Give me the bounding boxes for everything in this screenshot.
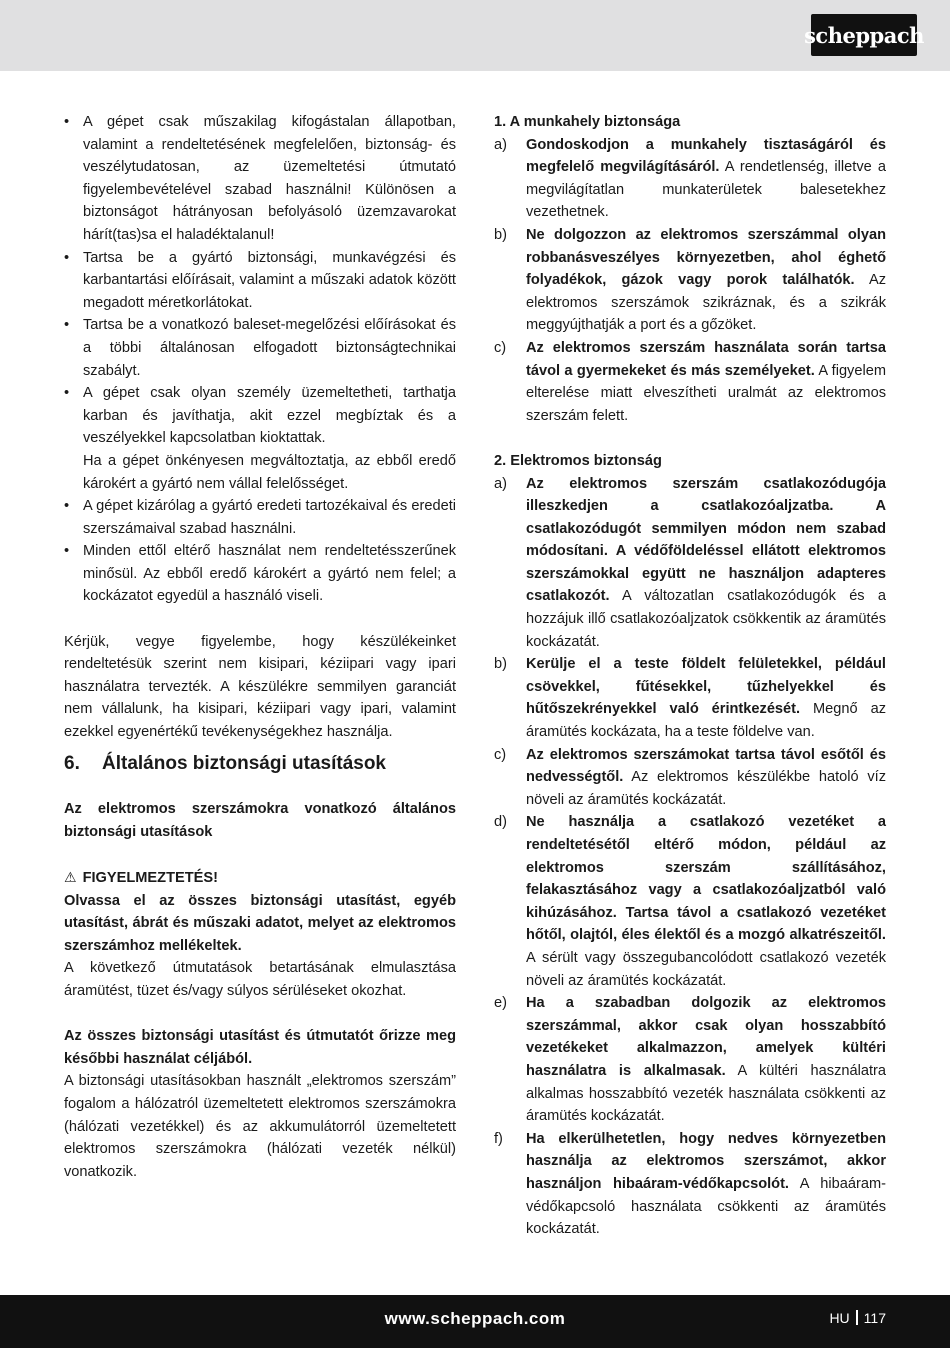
list-item: • Tartsa be a gyártó biztonsági, munkavégzési és karbantartási előírásait, valamint a műszaki adatok között megadott méretkorlátokat. xyxy=(64,249,456,311)
right-column xyxy=(494,111,886,1241)
keep-instructions-heading: Az összes biztonsági utasítást és útmutatót őrizze meg későbbi használat céljából. xyxy=(64,1028,456,1067)
warning-bold-text: Olvassa el az összes biztonsági utasítást, egyéb utasítást, ábrát és műszaki adatot, melyet az elektromos szerszámhoz mellékeltek. xyxy=(64,892,456,954)
list-item: • A gépet csak olyan személy üzemeltetheti, tarthatja karban és javíthatja, akit ezzel megbíztak és a veszélyekkel kapcsolatban kioktattak. Ha a gépet önkényesen megváltoztatja, az ebből eredő károkért a gyártó nem vállal felelősséget. xyxy=(64,385,456,492)
list-item: a) Gondoskodjon a munkahely tisztaságáról és megfelelő megvilágításáról. A rendetlenség, illetve a megvilágítatlan munkaterületek balesetekhez vezethetnek. xyxy=(494,136,886,221)
list-item-extra: Ha a gépet önkényesen megváltoztatja, az ebből eredő károkért a gyártó nem vállal felelősséget. xyxy=(83,452,456,492)
list-item: a) Az elektromos szerszám csatlakozódugója illeszkedjen a csatlakozóaljzatba. A csatlakozódugót semmilyen módon nem szabad módosítani. A védőföldeléssel ellátott elektromos szerszámokkal együtt ne használjon adapteres csatlakozót. A változatlan csatlakozódugók és a hozzájuk illő csatlakozóaljzatok csökkentik az áramütés kockázatát. xyxy=(494,475,886,650)
page-separator xyxy=(856,1310,858,1325)
notice-paragraph: Kérjük, vegye figyelembe, hogy készülékeinket rendeltetésük szerint nem kisipari, kéziipari vagy ipari használatra tervezték. A készülékre semmilyen garanciát nem vállalunk, ha kisipari, kéziipari vagy ipari, valamint ezekkel egyenértékű tevékenységekhez használja. xyxy=(64,633,456,741)
list-item: f) Ha elkerülhetetlen, hogy nedves környezetben használja az elektromos szerszámot, akkor használjon hibaáram-védőkapcsolót. A hibaáram-védőkapcsoló használata csökkenti az áramütés kockázatát. xyxy=(494,1130,886,1238)
list-item: e) Ha a szabadban dolgozik az elektromos szerszámmal, akkor csak olyan hosszabbító vezetékeket alkalmazzon, amelyek kültéri használatra is alkalmasak. A kültéri használatra alkalmas hosszabbító vezeték használata csökkenti az áramütés kockázatát. xyxy=(494,995,886,1125)
section-title: Általános biztonsági utasítások xyxy=(102,752,386,774)
list-item: • A gépet csak műszakilag kifogástalan állapotban, valamint a rendeltetésének megfelelően, biztonság- és veszélytudatosan, az üzemeltetési útmutató figyelembevételével szabad használni! Különösen a biztonságot hátrányosan befolyásoló üzemzavarokat hárít(tas)sa el haladéktalanul! xyxy=(64,114,456,243)
usage-bullet-list xyxy=(64,111,456,608)
section-heading xyxy=(64,752,456,776)
warning-triangle-icon: ⚠ xyxy=(64,869,77,885)
subheading: Az elektromos szerszámokra vonatkozó általános biztonsági utasítások xyxy=(64,801,456,840)
electrical-safety-heading: 2. Elektromos biztonság xyxy=(494,452,662,469)
list-item: • Tartsa be a vonatkozó baleset-megelőzési előírásokat és a többi általánosan elfogadott biztonságtechnikai szabályt. xyxy=(64,317,456,379)
footer-bar xyxy=(0,1295,950,1348)
keep-instructions-text: A biztonsági utasításokban használt „elektromos szerszám” fogalom a hálózatról üzemeltetett elektromos szerszámokra (hálózati vezetékkel) és az akkumulátorról üzemeltetett elektromos szerszámokra (hálózati vezeték nélkül) vonatkozik. xyxy=(64,1073,456,1180)
list-item: • Minden ettől eltérő használat nem rendeltetésszerűnek minősül. Az ebből eredő károkért a gyártó nem felel; a kockázatot egyedül a használó viseli. xyxy=(64,543,456,605)
list-item: b) Ne dolgozzon az elektromos szerszámmal olyan robbanásveszélyes környezetben, ahol éghető folyadékok, gázok vagy porok találhatók. Az elektromos szerszámok szikráznak, és a szikrák meggyújthatják a port és a gőzöket. xyxy=(494,226,886,334)
language-code: HU xyxy=(829,1310,850,1326)
footer-website-link[interactable]: www.scheppach.com xyxy=(384,1309,566,1328)
page-indicator xyxy=(829,1310,886,1326)
workplace-safety-heading: 1. A munkahely biztonsága xyxy=(494,114,681,130)
list-item: c) Az elektromos szerszámokat tartsa távol esőtől és nedvességtől. Az elektromos készülékbe hatoló víz növeli az áramütés kockázatát. xyxy=(494,746,886,808)
warning-heading: ⚠ FIGYELMEZTETÉS! xyxy=(64,866,456,890)
list-item: c) Az elektromos szerszám használata során tartsa távol a gyermekeket és más személyeket. A figyelem elterelése miatt elveszítheti uralmát az elektromos szerszám felett. xyxy=(494,339,886,424)
list-item: b) Kerülje el a teste földelt felületekkel, például csövekkel, fűtésekkel, tűzhelyekkel és hűtőszekrényekkel való érintkezését. Megnő az áramütés kockázata, ha a teste földelve van. xyxy=(494,656,886,741)
left-column xyxy=(64,111,456,1183)
list-item: • A gépet kizárólag a gyártó eredeti tartozékaival és eredeti szerszámaival szabad használni. xyxy=(64,498,456,537)
section-number: 6. xyxy=(64,752,80,774)
brand-logo: scheppach xyxy=(811,14,917,56)
list-item: d) Ne használja a csatlakozó vezetéket a rendeltetésétől eltérő módon, például az elektromos szerszám szállításához, felakasztásához vagy a csatlakozóaljzatból való kihúzásához. Tartsa távol a csatlakozó vezetéket hőtől, olajtól, éles élektől és a mozgó alkatrészeitől. A sérült vagy összegubancolódott csatlakozó vezeték növeli az áramütés kockázatát. xyxy=(494,814,886,989)
page-number: 117 xyxy=(863,1310,886,1326)
warning-text: A következő útmutatások betartásának elmulasztása áramütést, tüzet és/vagy súlyos sérüléseket okozhat. xyxy=(64,960,456,999)
